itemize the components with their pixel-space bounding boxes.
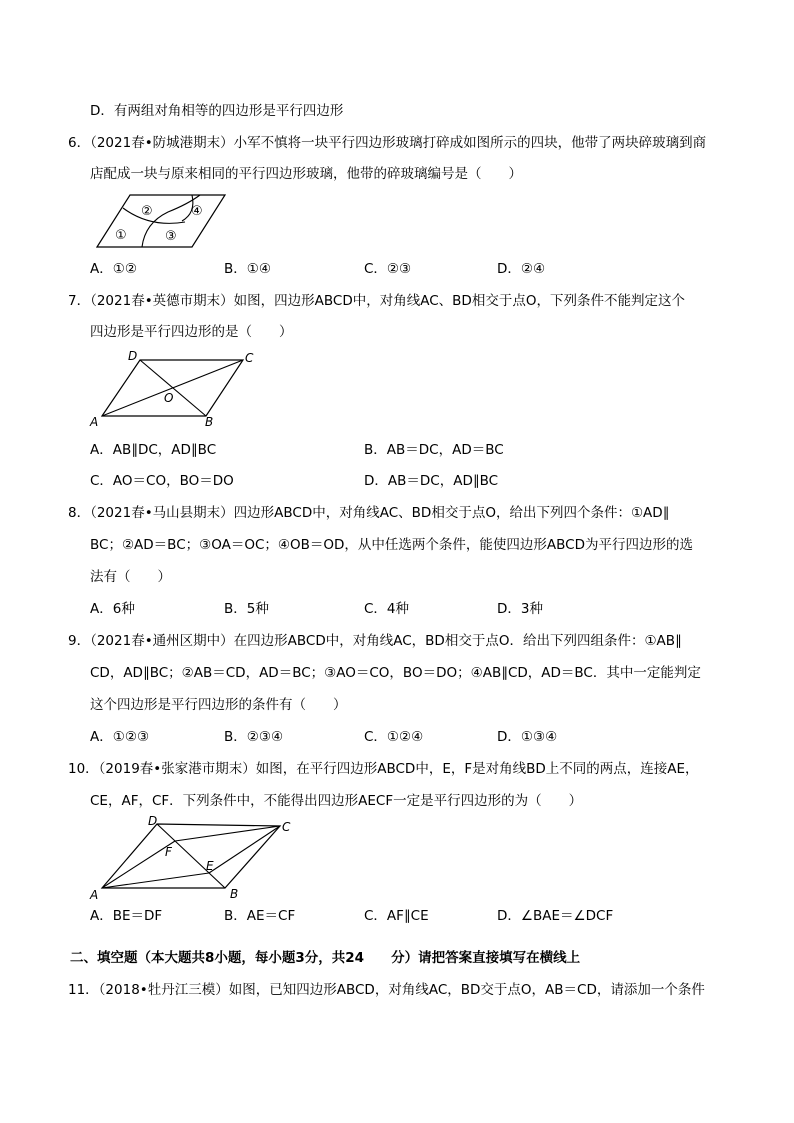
q6-stem-line1: 6．（2021春•防城港期末）小军不慎将一块平行四边形玻璃打碎成如图所示的四块，他带了两块碎玻璃到商	[68, 135, 707, 151]
q10-label-f: F	[165, 845, 172, 859]
q8-stem-line2: BC；②AD＝BC；③OA＝OC；④OB＝OD，从中任选两个条件，能使四边形ABCD为平行四边形的选	[90, 537, 694, 553]
section2-heading: 二、填空题（本大题共8小题，每小题3分，共24 分）请把答案直接填写在横线上	[70, 950, 581, 966]
q8-option-a: A．6种	[90, 601, 135, 617]
q7-stem-line1: 7．（2021春•英德市期末）如图，四边形ABCD中，对角线AC、BD相交于点O，下列条件不能判定这个	[68, 293, 685, 309]
q6-label-2: ②	[141, 204, 153, 219]
q8-option-b: B．5种	[224, 601, 269, 617]
q5-option-d: D．有两组对角相等的四边形是平行四边形	[90, 103, 344, 119]
q6-option-a: A．①②	[90, 261, 137, 277]
q6-option-c: C．②③	[364, 261, 412, 277]
q10-stem-line2: CE，AF，CF．下列条件中，不能得出四边形AECF一定是平行四边形的为（ ）	[90, 793, 583, 809]
q7-label-a: A	[90, 415, 99, 429]
q7-option-b: B．AB＝DC，AD＝BC	[364, 442, 504, 458]
q10-label-b: B	[230, 887, 239, 901]
q6-label-1: ①	[115, 228, 127, 243]
q8-option-c: C．4种	[364, 601, 410, 617]
q10-stem-line1: 10．（2019春•张家港市期末）如图，在平行四边形ABCD中，E，F是对角线BD上不同的两点，连接AE，	[68, 761, 699, 777]
q6-option-d: D．②④	[497, 261, 546, 277]
q8-option-d: D．3种	[497, 601, 543, 617]
q7-stem-line2: 四边形是平行四边形的是（ ）	[90, 324, 293, 340]
q9-option-b: B．②③④	[224, 729, 284, 745]
q10-option-a: A．BE＝DF	[90, 908, 163, 924]
q7-figure	[88, 348, 263, 430]
q7-option-d: D．AB＝DC，AD∥BC	[364, 473, 499, 489]
q7-option-a: A．AB∥DC，AD∥BC	[90, 442, 217, 458]
q10-label-e: E	[206, 859, 214, 873]
q9-stem-line3: 这个四边形是平行四边形的条件有（ ）	[90, 697, 347, 713]
q6-stem-line2: 店配成一块与原来相同的平行四边形玻璃，他带的碎玻璃编号是（ ）	[90, 166, 522, 182]
q6-label-4: ④	[191, 204, 203, 219]
q6-figure	[90, 190, 230, 250]
q10-option-d: D．∠BAE＝∠DCF	[497, 908, 614, 924]
q8-stem-line1: 8．（2021春•马山县期末）四边形ABCD中，对角线AC、BD相交于点O，给出下列四个条件：①AD∥	[68, 505, 670, 521]
q9-stem-line2: CD，AD∥BC；②AB＝CD，AD＝BC；③AO＝CO，BO＝DO；④AB∥CD，AD＝BC．其中一定能判定	[90, 665, 701, 681]
q10-figure	[88, 812, 298, 902]
q9-stem-line1: 9．（2021春•通州区期中）在四边形ABCD中，对角线AC，BD相交于点O．给出下列四组条件：①AB∥	[68, 633, 682, 649]
q7-label-o: O	[164, 391, 174, 405]
q10-label-c: C	[282, 820, 291, 834]
q10-option-c: C．AF∥CE	[364, 908, 429, 924]
q9-option-d: D．①③④	[497, 729, 558, 745]
q7-label-d: D	[128, 349, 138, 363]
q9-option-c: C．①②④	[364, 729, 424, 745]
q7-label-b: B	[205, 415, 214, 429]
q9-option-a: A．①②③	[90, 729, 150, 745]
q10-label-a: A	[90, 888, 99, 902]
q11-stem-line1: 11．（2018•牡丹江三模）如图，已知四边形ABCD，对角线AC，BD交于点O，AB＝CD，请添加一个条件	[68, 982, 705, 998]
q7-label-c: C	[245, 351, 254, 365]
q6-label-3: ③	[165, 229, 177, 244]
q8-stem-line3: 法有（ ）	[90, 569, 171, 585]
q10-option-b: B．AE＝CF	[224, 908, 296, 924]
q7-option-c: C．AO＝CO，BO＝DO	[90, 473, 234, 489]
q6-option-b: B．①④	[224, 261, 271, 277]
q10-label-d: D	[148, 814, 158, 828]
